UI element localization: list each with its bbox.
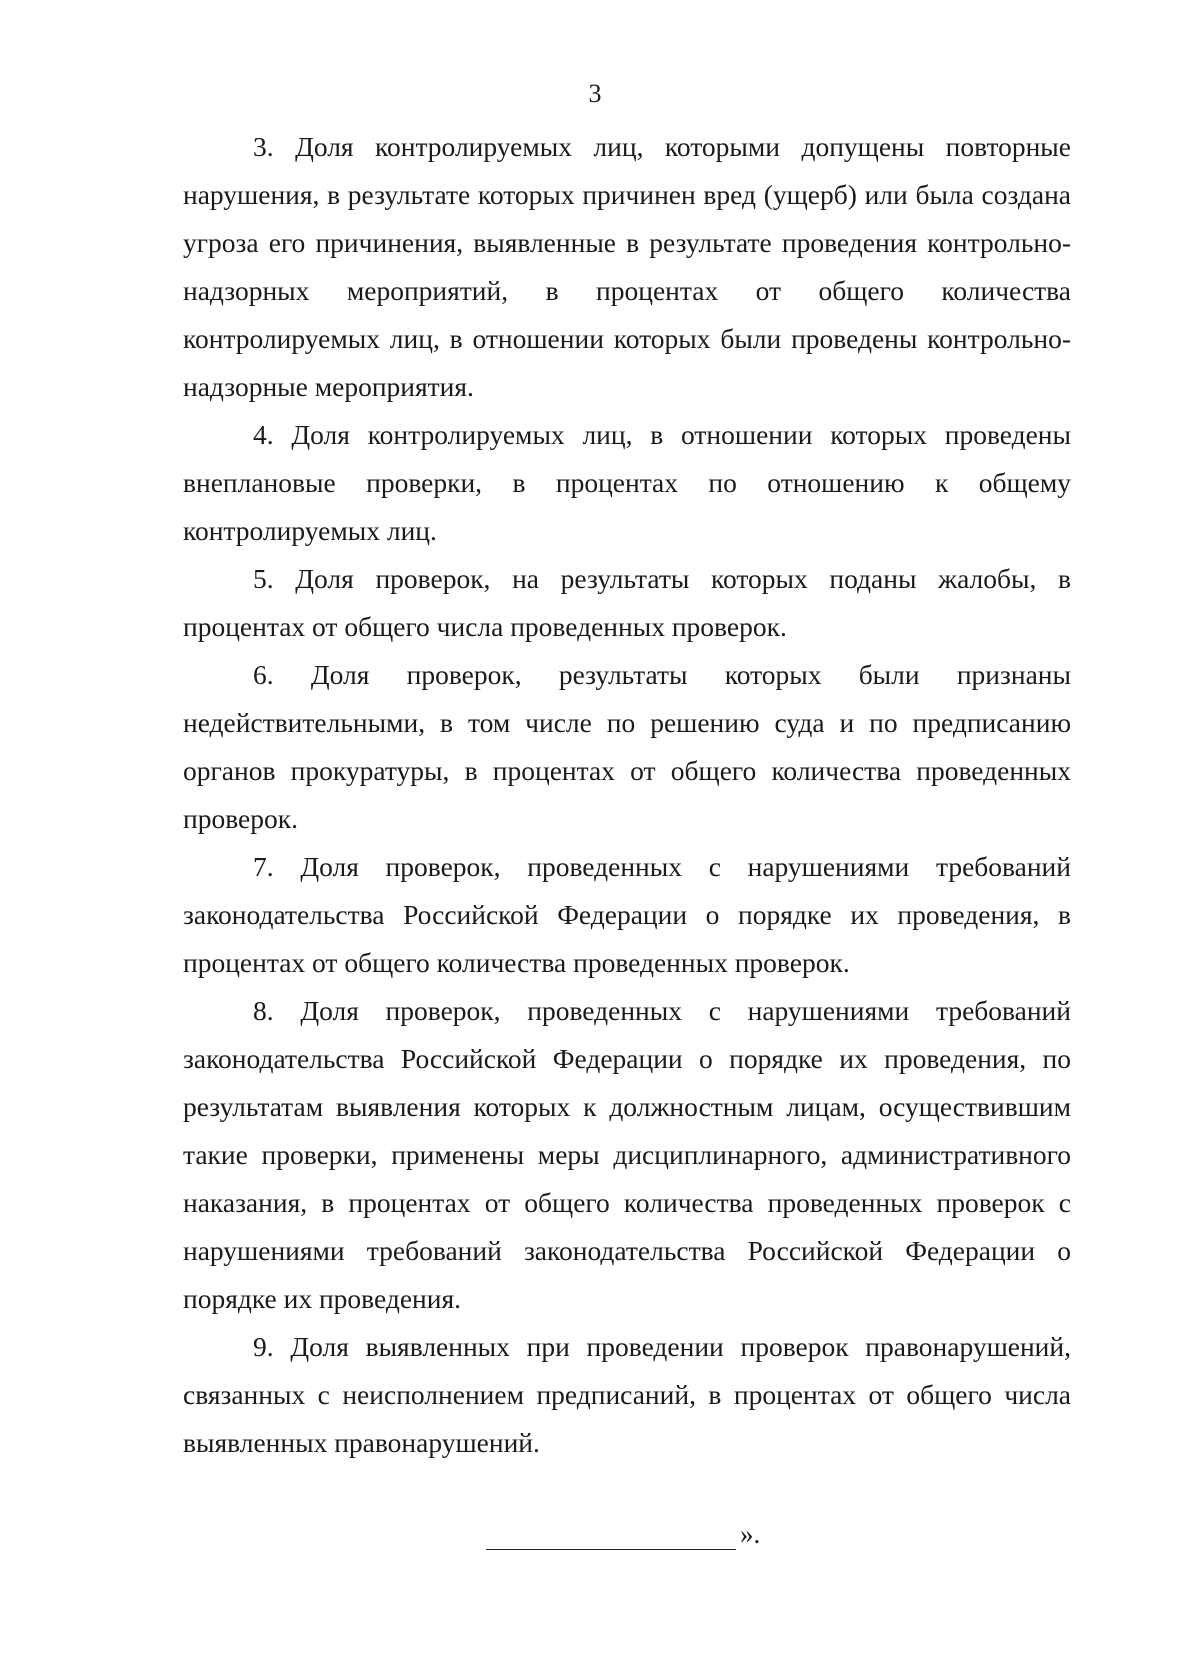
paragraph-item-4: 4. Доля контролируемых лиц, в отношении которых проведены внеплановые проверки, в процентах по отношению к общему контролируемых лиц. bbox=[183, 419, 1071, 546]
paragraph-item-7: 7. Доля проверок, проведенных с нарушениями требований законодательства Российской Федерации о порядке их проведения, в процентах от общего количества проведенных проверок. bbox=[183, 851, 1071, 978]
closing-block bbox=[486, 1510, 760, 1550]
paragraph-item-8: 8. Доля проверок, проведенных с нарушениями требований законодательства Российской Федерации о порядке их проведения, по результатам выявления которых к должностным лицам, осуществившим такие проверки, применены меры дисциплинарного, административного наказания, в процентах от общего количества проведенных проверок с нарушениями требований законодательства Российской Федерации о порядке их проведения. bbox=[183, 995, 1071, 1314]
document-body bbox=[183, 123, 1071, 1467]
closing-rule bbox=[486, 1519, 736, 1550]
paragraph-item-9: 9. Доля выявленных при проведении проверок правонарушений, связанных с неисполнением предписаний, в процентах от общего числа выявленных правонарушений. bbox=[183, 1331, 1071, 1458]
paragraph-item-3: 3. Доля контролируемых лиц, которыми допущены повторные нарушения, в результате которых причинен вред (ущерб) или была создана угроза его причинения, выявленные в результате проведения контрольно-надзорных мероприятий, в процентах от общего количества контролируемых лиц, в отношении которых были проведены контрольно-надзорные мероприятия. bbox=[183, 131, 1071, 402]
paragraph-item-6: 6. Доля проверок, результаты которых были признаны недействительными, в том числе по решению суда и по предписанию органов прокуратуры, в процентах от общего количества проведенных проверок. bbox=[183, 659, 1071, 834]
page-number: 3 bbox=[588, 79, 602, 108]
paragraph-item-5: 5. Доля проверок, на результаты которых поданы жалобы, в процентах от общего числа проведенных проверок. bbox=[183, 563, 1071, 642]
closing-quote-mark: ». bbox=[740, 1519, 761, 1549]
